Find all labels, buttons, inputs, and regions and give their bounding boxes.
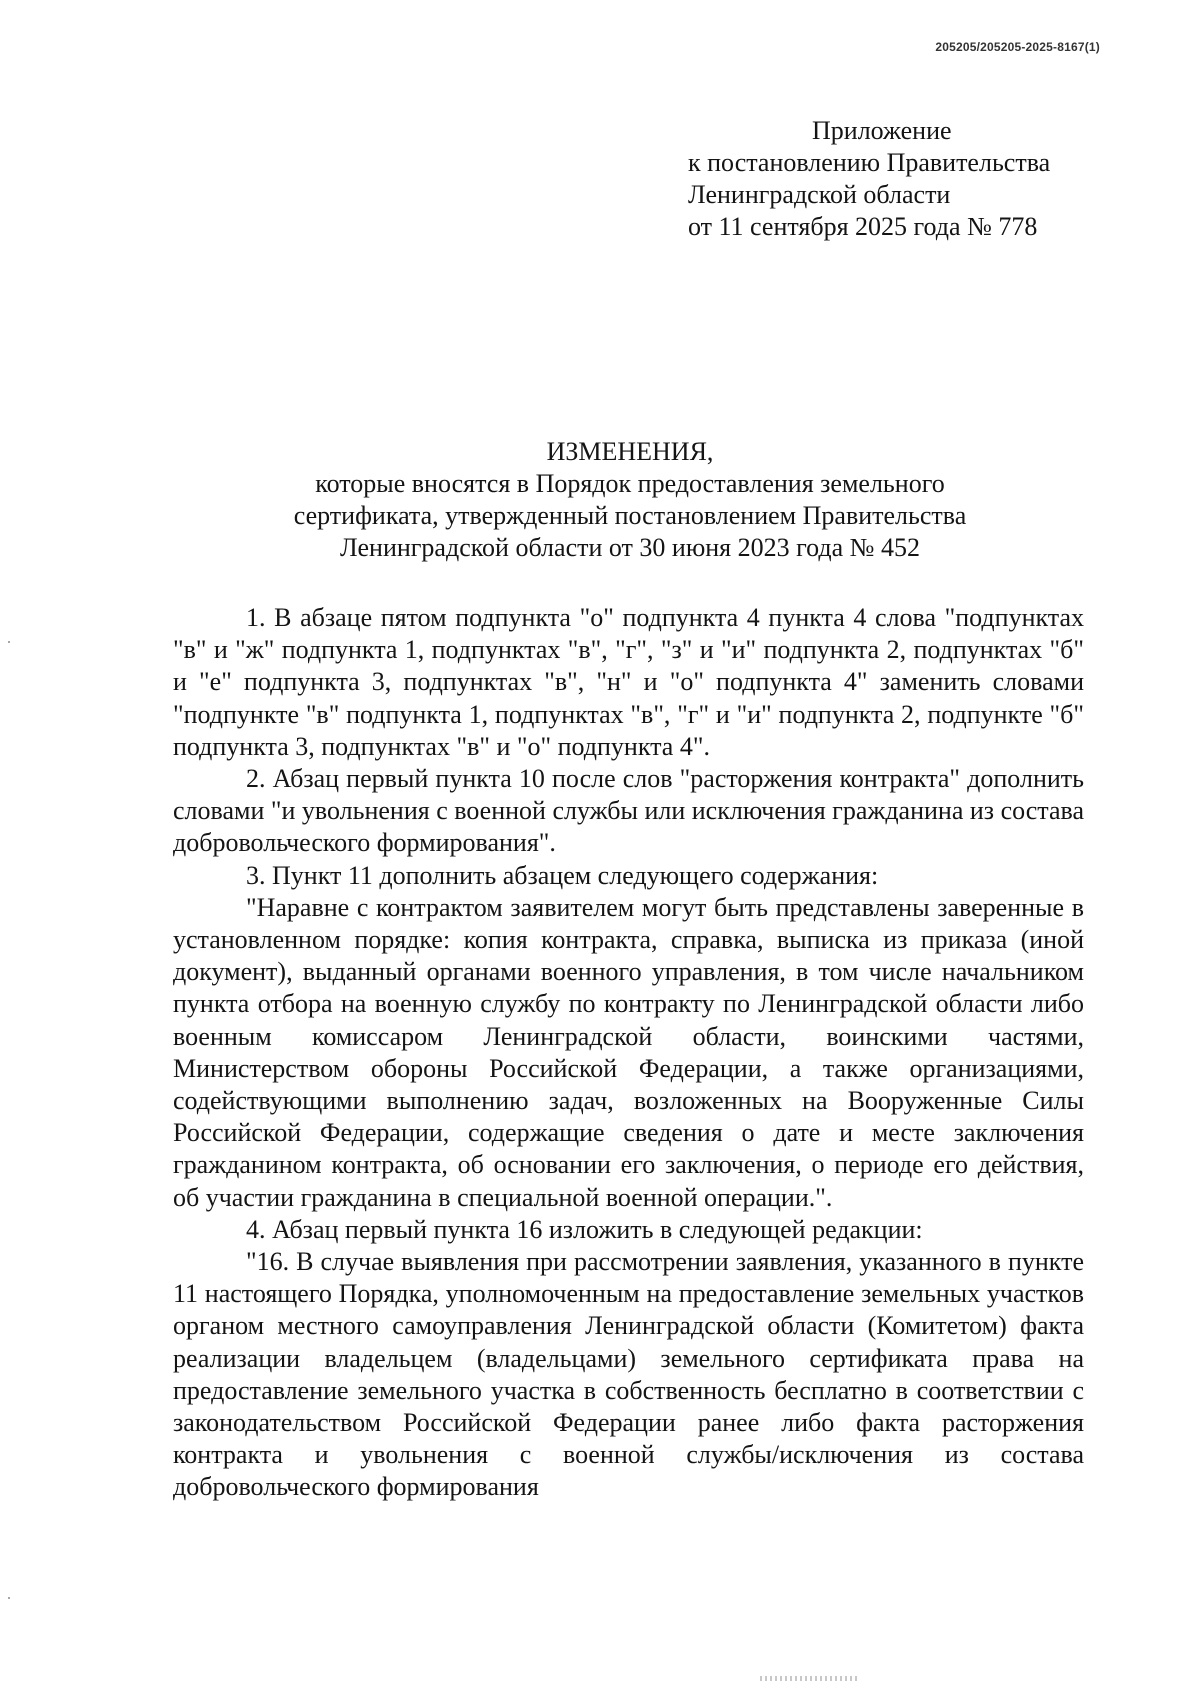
scan-speck xyxy=(8,641,10,643)
appendix-title: Приложение xyxy=(812,116,952,145)
paragraph-3: 3. Пункт 11 дополнить абзацем следующего содержания: xyxy=(246,860,879,890)
heading-line-2: которые вносятся в Порядок предоставления земельного xyxy=(315,469,945,498)
scan-speck xyxy=(8,1597,10,1599)
paragraph-4: 4. Абзац первый пункта 16 изложить в следующей редакции: xyxy=(246,1214,923,1244)
heading-line-3: сертификата, утвержденный постановлением Правительства xyxy=(293,501,967,530)
heading-line-4: Ленинградской области от 30 июня 2023 года № 452 xyxy=(340,533,920,562)
paragraph-3-insert: "Наравне с контрактом заявителем могут быть представлены заверенные в установленном порядке: копия контракта, справка, выписка из приказа (иной документ), выданный органами военного управления, в том числе начальником пункта отбора на военную службу по контракту по Ленинградской области либо военным комиссаром Ленинградской области, воинскими частями, Министерством обороны Российской Федерации, а также организациями, содействующими выполнению задач, возложенных на Вооруженные Силы Российской Федерации, содержащие сведения о дате и месте заключения гражданином контракта, об основании его заключения, о периоде его действия, об участии гражданина в специальной военной операции.". xyxy=(173,892,1084,1212)
heading-title: ИЗМЕНЕНИЯ, xyxy=(546,437,714,466)
document-id: 205205/205205-2025-8167(1) xyxy=(935,40,1100,54)
document-body xyxy=(173,602,1084,1504)
document-heading xyxy=(175,436,1085,564)
scan-artifact xyxy=(760,1676,860,1681)
appendix-block xyxy=(688,115,1108,243)
paragraph-2: 2. Абзац первый пункта 10 после слов "расторжения контракта" дополнить словами "и увольнения с военной службы или исключения гражданина из состава добровольческого формирования". xyxy=(173,764,1084,858)
paragraph-4-insert: "16. В случае выявления при рассмотрении заявления, указанного в пункте 11 настоящего Порядка, уполномоченным на предоставление земельных участков органом местного самоуправления Ленинградской области (Комитетом) факта реализации владельцем (владельцами) земельного сертификата права на предоставление земельного участка в собственность бесплатно в соответствии с законодательством Российской Федерации ранее либо факта расторжения контракта и увольнения с военной службы/исключения из состава добровольческого формирования xyxy=(173,1247,1084,1502)
appendix-line-2: к постановлению Правительства xyxy=(688,148,1051,177)
appendix-line-4: от 11 сентября 2025 года № 778 xyxy=(688,212,1038,241)
paragraph-1: 1. В абзаце пятом подпункта "о" подпункта 4 пункта 4 слова "подпунктах "в" и "ж" подпункта 1, подпунктах "в", "г", "з" и "и" подпункта 2, подпунктах "б" и "е" подпункта 3, подпунктах "в", "н" и "о" подпункта 4" заменить словами "подпункте "в" подпункта 1, подпунктах "в", "г" и "и" подпункта 2, подпункте "б" подпункта 3, подпунктах "в" и "о" подпункта 4". xyxy=(173,603,1084,761)
appendix-line-3: Ленинградской области xyxy=(688,180,951,209)
